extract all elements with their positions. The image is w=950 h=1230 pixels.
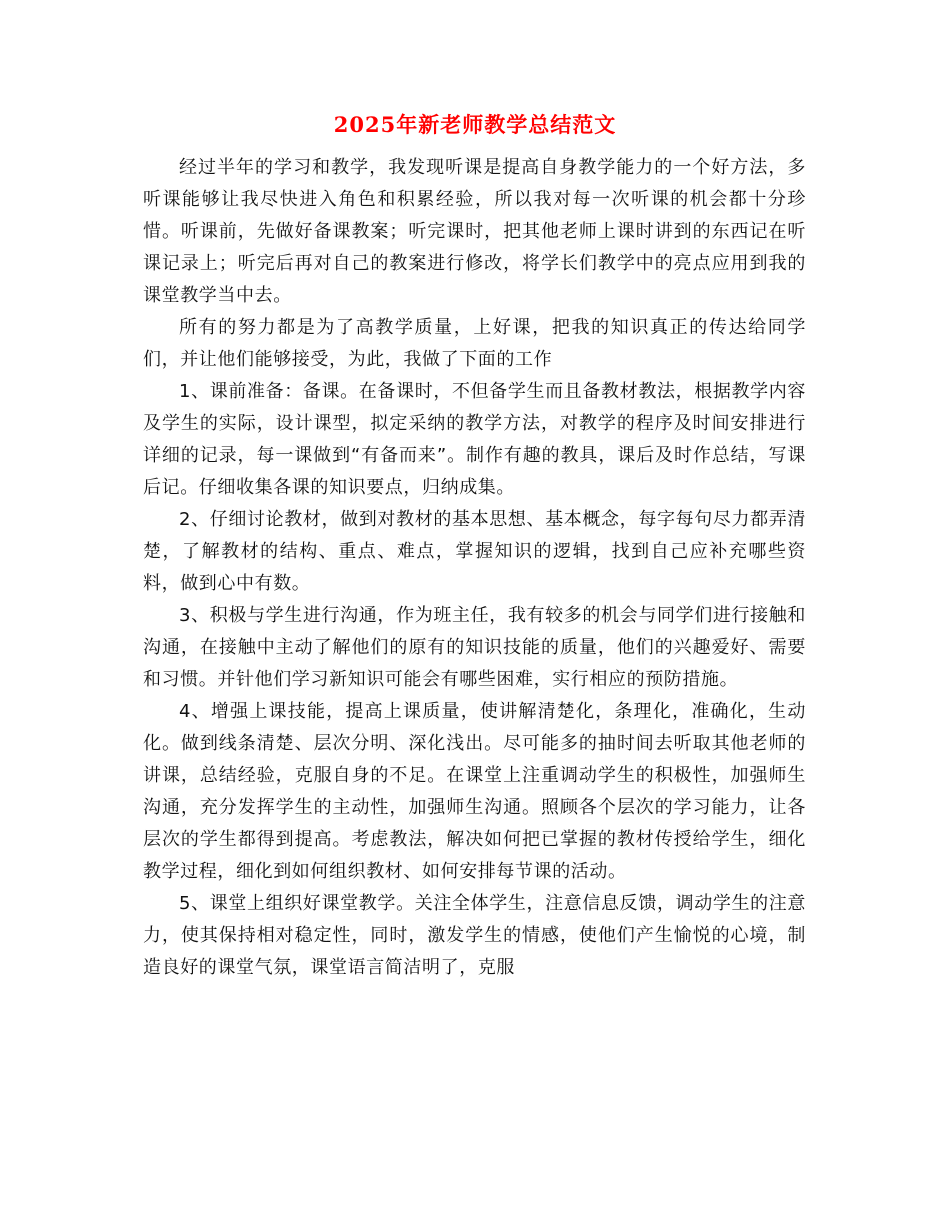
document-body: [143, 152, 806, 984]
paragraph-item-4: 4、增强上课技能，提高上课质量，使讲解清楚化，条理化，准确化，生动化。做到线条清楚、层次分明、深化浅出。尽可能多的抽时间去听取其他老师的讲课，总结经验，克服自身的不足。在课堂上注重调动学生的积极性，加强师生沟通，充分发挥学生的主动性，加强师生沟通。照顾各个层次的学习能力，让各层次的学生都得到提高。考虑教法，解决如何把已掌握的教材传授给学生，细化教学过程，细化到如何组织教材、如何安排每节课的活动。: [143, 701, 806, 882]
paragraph-purpose: 所有的努力都是为了高教学质量，上好课，把我的知识真正的传达给同学们，并让他们能够接受，为此，我做了下面的工作: [143, 317, 806, 370]
document-title: 2025年新老师教学总结范文: [333, 112, 617, 137]
paragraph-item-2: 2、仔细讨论教材，做到对教材的基本思想、基本概念，每字每句尽力都弄清楚，了解教材的结构、重点、难点，掌握知识的逻辑，找到自己应补充哪些资料，做到心中有数。: [143, 509, 806, 594]
paragraph-item-1: 1、课前准备：备课。在备课时，不但备学生而且备教材教法，根据教学内容及学生的实际，设计课型，拟定采纳的教学方法，对教学的程序及时间安排进行详细的记录，每一课做到“有备而来”。制作有趣的教具，课后及时作总结，写课后记。仔细收集各课的知识要点，归纳成集。: [143, 381, 806, 498]
paragraph-item-3: 3、积极与学生进行沟通，作为班主任，我有较多的机会与同学们进行接触和沟通，在接触中主动了解他们的原有的知识技能的质量，他们的兴趣爱好、需要和习惯。并针他们学习新知识可能会有哪些困难，实行相应的预防措施。: [143, 605, 806, 690]
paragraph-item-5: 5、课堂上组织好课堂教学。关注全体学生，注意信息反馈，调动学生的注意力，使其保持相对稳定性，同时，激发学生的情感，使他们产生愉悦的心境，制造良好的课堂气氛，课堂语言简洁明了，克服: [143, 893, 806, 978]
paragraph-intro: 经过半年的学习和教学，我发现听课是提高自身教学能力的一个好方法，多听课能够让我尽快进入角色和积累经验，所以我对每一次听课的机会都十分珍惜。听课前，先做好备课教案；听完课时，把其他老师上课时讲到的东西记在听课记录上；听完后再对自己的教案进行修改，将学长们教学中的亮点应用到我的课堂教学当中去。: [143, 157, 806, 306]
